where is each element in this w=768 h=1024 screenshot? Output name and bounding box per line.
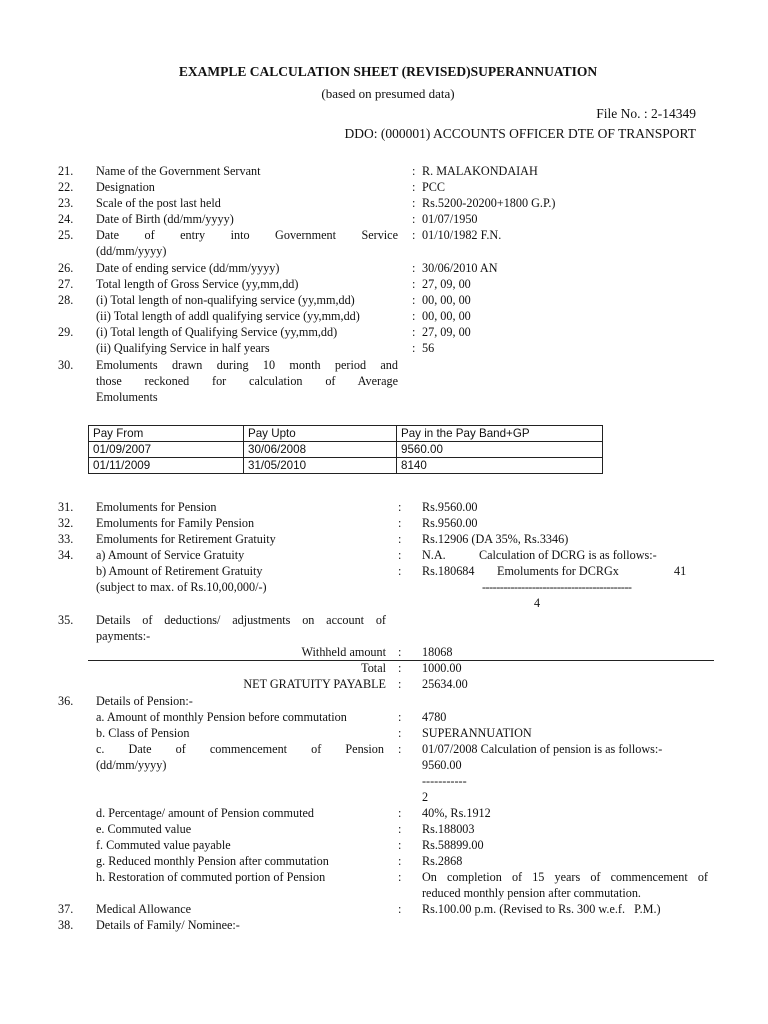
item-value: On completion of 15 years of commencement of xyxy=(422,870,708,884)
pension-calc-numerator: 9560.00 xyxy=(422,758,462,772)
dcrg-calc-numerator: Emoluments for DCRGx xyxy=(497,564,619,578)
colon: : xyxy=(412,196,416,210)
item-label: Date of ending service (dd/mm/yyyy) xyxy=(96,261,280,275)
item-label: Name of the Government Servant xyxy=(96,164,261,178)
item-value: Rs.188003 xyxy=(422,822,475,836)
colon: : xyxy=(412,293,416,307)
item-number: 30. xyxy=(58,358,74,372)
item-value: 40%, Rs.1912 xyxy=(422,806,491,820)
item-label: Emoluments for Pension xyxy=(96,500,217,514)
colon: : xyxy=(412,309,416,323)
item-label-cont: Emoluments xyxy=(96,390,158,404)
item-value-cont: reduced monthly pension after commutation. xyxy=(422,886,641,900)
colon: : xyxy=(398,677,402,691)
item-value: 01/07/1950 xyxy=(422,212,478,226)
item-label: b. Class of Pension xyxy=(96,726,190,740)
net-gratuity-label: NET GRATUITY PAYABLE xyxy=(243,677,386,691)
document-subtitle: (based on presumed data) xyxy=(321,86,455,101)
item-label: e. Commuted value xyxy=(96,822,192,836)
item-value: SUPERANNUATION xyxy=(422,726,532,740)
item-value: 00, 00, 00 xyxy=(422,309,471,323)
item-number: 25. xyxy=(58,228,74,242)
item-label: b) Amount of Retirement Gratuity xyxy=(96,564,263,578)
item-label-cont: (dd/mm/yyyy) xyxy=(96,244,167,258)
total-label: Total xyxy=(361,661,386,675)
item-number: 27. xyxy=(58,277,74,291)
item-number: 33. xyxy=(58,532,74,546)
withheld-label: Withheld amount xyxy=(301,645,386,659)
dcrg-calc-multiplier: 41 xyxy=(674,564,687,578)
item-label: Emoluments for Family Pension xyxy=(96,516,255,530)
item-number: 34. xyxy=(58,548,74,562)
item-label: Medical Allowance xyxy=(96,902,192,916)
table-cell: 30/06/2008 xyxy=(244,442,397,458)
item-number: 26. xyxy=(58,261,74,275)
item-number: 37. xyxy=(58,902,74,916)
item-value: N.A. xyxy=(422,548,446,562)
item-value: Rs.180684 xyxy=(422,564,475,578)
item-label: (subject to max. of Rs.10,00,000/-) xyxy=(96,580,267,594)
colon: : xyxy=(398,902,402,916)
item-label: Details of deductions/ adjustments on account of xyxy=(96,613,386,627)
item-label: d. Percentage/ amount of Pension commuted xyxy=(96,806,314,820)
item-label: g. Reduced monthly Pension after commutation xyxy=(96,854,329,868)
table-cell: 01/11/2009 xyxy=(89,458,244,474)
colon: : xyxy=(412,277,416,291)
item-label: Scale of the post last held xyxy=(96,196,221,210)
colon: : xyxy=(398,532,402,546)
item-number: 24. xyxy=(58,212,74,226)
table-header-cell: Pay in the Pay Band+GP xyxy=(397,426,603,442)
table-cell: 01/09/2007 xyxy=(89,442,244,458)
table-header-cell: Pay From xyxy=(89,426,244,442)
colon: : xyxy=(412,180,416,194)
item-number: 35. xyxy=(58,613,74,627)
item-value: 27, 09, 00 xyxy=(422,325,471,339)
table-row xyxy=(89,442,603,458)
document-title: EXAMPLE CALCULATION SHEET (REVISED)SUPERANNUATION xyxy=(178,64,598,79)
total-value: 1000.00 xyxy=(422,661,462,675)
dcrg-calc-note: Calculation of DCRG is as follows:- xyxy=(479,548,657,562)
colon: : xyxy=(398,742,402,756)
item-label: Total length of Gross Service (yy,mm,dd) xyxy=(96,277,299,291)
item-number: 23. xyxy=(58,196,74,210)
item-value: Rs.5200-20200+1800 G.P.) xyxy=(422,196,556,210)
item-value: 4780 xyxy=(422,710,447,724)
item-value: 27, 09, 00 xyxy=(422,277,471,291)
item-value: Rs.9560.00 xyxy=(422,516,478,530)
item-number: 21. xyxy=(58,164,74,178)
item-label: (ii) Qualifying Service in half years xyxy=(96,341,270,355)
item-value: 56 xyxy=(422,341,435,355)
item-number: 22. xyxy=(58,180,74,194)
colon: : xyxy=(412,341,416,355)
table-header-cell: Pay Upto xyxy=(244,426,397,442)
file-number: File No. : 2-14349 xyxy=(596,106,696,121)
item-value: 30/06/2010 AN xyxy=(422,261,498,275)
item-value: 00, 00, 00 xyxy=(422,293,471,307)
colon: : xyxy=(412,325,416,339)
colon: : xyxy=(412,164,416,178)
item-label: h. Restoration of commuted portion of Pension xyxy=(96,870,326,884)
colon: : xyxy=(398,726,402,740)
pension-calc-denominator: 2 xyxy=(422,790,429,804)
item-label: a) Amount of Service Gratuity xyxy=(96,548,245,562)
item-value: Rs.58899.00 xyxy=(422,838,484,852)
table-cell: 8140 xyxy=(397,458,603,474)
colon: : xyxy=(412,212,416,226)
colon: : xyxy=(398,500,402,514)
colon: : xyxy=(412,261,416,275)
colon: : xyxy=(398,661,402,675)
item-value: PCC xyxy=(422,180,446,194)
item-number: 36. xyxy=(58,694,74,708)
item-label: Emoluments for Retirement Gratuity xyxy=(96,532,276,546)
item-label: (i) Total length of non-qualifying service (yy,mm,dd) xyxy=(96,293,355,307)
item-label: (ii) Total length of addl qualifying service (yy,mm,dd) xyxy=(96,309,360,323)
item-label-cont: payments:- xyxy=(96,629,151,643)
item-label: Date of Birth (dd/mm/yyyy) xyxy=(96,212,234,226)
colon: : xyxy=(398,838,402,852)
colon: : xyxy=(398,806,402,820)
colon: : xyxy=(398,645,402,659)
item-value: 01/07/2008 Calculation of pension is as follows:- xyxy=(422,742,663,756)
colon: : xyxy=(398,710,402,724)
colon: : xyxy=(398,822,402,836)
table-row xyxy=(89,458,603,474)
colon: : xyxy=(398,870,402,884)
colon: : xyxy=(398,516,402,530)
item-label: Date of entry into Government Service xyxy=(96,228,398,242)
item-value: Rs.2868 xyxy=(422,854,463,868)
table-header-row xyxy=(89,426,603,442)
item-label-cont: (dd/mm/yyyy) xyxy=(96,758,167,772)
dcrg-calc-denominator: 4 xyxy=(534,596,541,610)
item-value: 01/10/1982 F.N. xyxy=(422,228,502,242)
item-label-cont: those reckoned for calculation of Average xyxy=(96,374,398,388)
item-label: Details of Family/ Nominee:- xyxy=(96,918,240,932)
table-cell: 31/05/2010 xyxy=(244,458,397,474)
item-number: 28. xyxy=(58,293,74,307)
dcrg-calc-divider: ------------------------------------------ xyxy=(482,580,632,594)
item-value: Rs.100.00 p.m. (Revised to Rs. 300 w.e.f. P.M.) xyxy=(422,902,661,916)
pay-table xyxy=(88,425,603,474)
colon: : xyxy=(398,564,402,578)
withheld-value: 18068 xyxy=(422,645,453,659)
colon: : xyxy=(398,548,402,562)
net-gratuity-value: 25634.00 xyxy=(422,677,468,691)
item-value: Rs.12906 (DA 35%, Rs.3346) xyxy=(422,532,569,546)
item-value: Rs.9560.00 xyxy=(422,500,478,514)
table-cell: 9560.00 xyxy=(397,442,603,458)
item-label: f. Commuted value payable xyxy=(96,838,231,852)
item-label: Emoluments drawn during 10 month period and xyxy=(96,358,398,372)
item-number: 29. xyxy=(58,325,74,339)
item-label: (i) Total length of Qualifying Service (yy,mm,dd) xyxy=(96,325,338,339)
item-label: a. Amount of monthly Pension before commutation xyxy=(96,710,347,724)
colon: : xyxy=(398,854,402,868)
colon: : xyxy=(412,228,416,242)
item-number: 31. xyxy=(58,500,74,514)
item-number: 38. xyxy=(58,918,74,932)
item-value: R. MALAKONDAIAH xyxy=(422,164,538,178)
pension-calc-divider: ----------- xyxy=(422,774,467,788)
ddo-line: DDO: (000001) ACCOUNTS OFFICER DTE OF TRANSPORT xyxy=(344,126,696,141)
item-number: 32. xyxy=(58,516,74,530)
item-label: Designation xyxy=(96,180,155,194)
item-label: Details of Pension:- xyxy=(96,694,193,708)
item-label: c. Date of commencement of Pension xyxy=(96,742,384,756)
